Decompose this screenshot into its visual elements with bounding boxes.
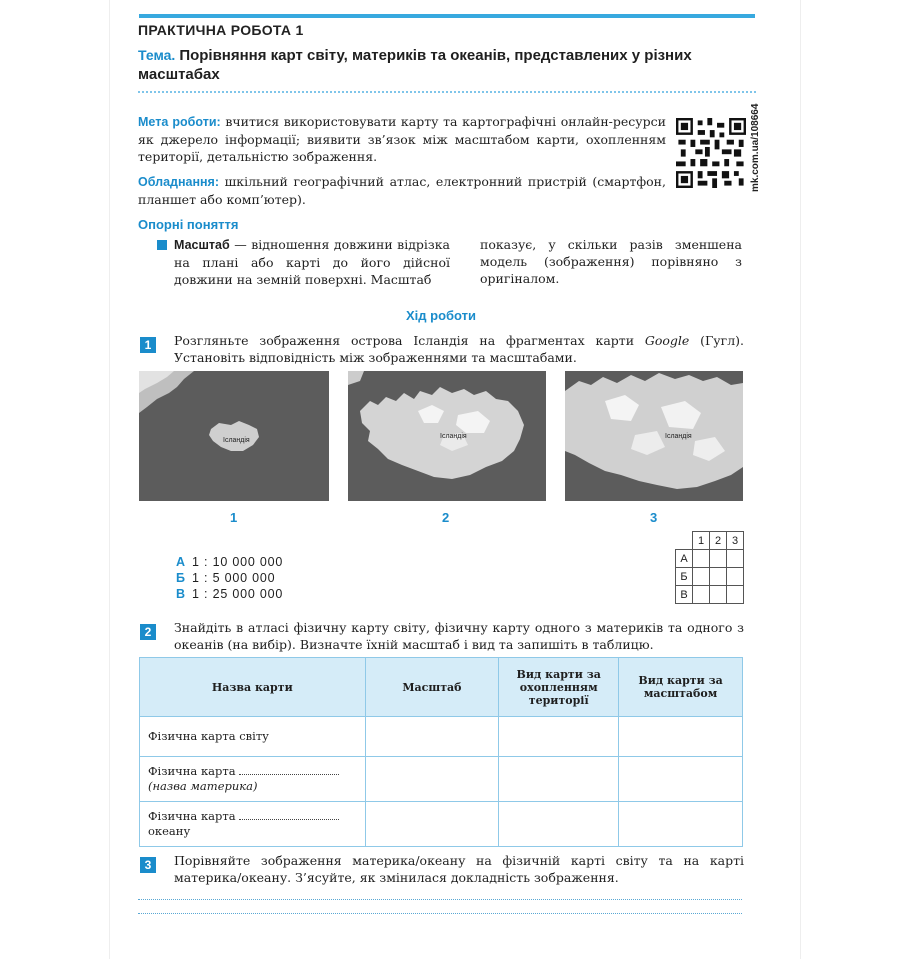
bullet-square-icon [157,240,167,250]
task2-text: Знайдіть в атласі фізичну карту світу, фізичну карту одного з материків та одного з океанів (на вибір). Визначте їхній масштаб і вид та запишіть в таблицю. [174,620,744,652]
map1-number: 1 [230,510,238,525]
dotted-divider [138,91,756,93]
map-fragment-1 [139,371,329,501]
grid-row-header: А [676,550,693,568]
grid-cell[interactable] [727,568,744,586]
grid-cell[interactable] [710,550,727,568]
concept-term: Масштаб [174,238,230,252]
equipment-paragraph [138,173,666,208]
concept-definition-right: показує, у скільки разів зменшена модель (зображення) порівняно з оригіналом. [480,237,742,286]
workbook-page [110,0,800,959]
row-title: Фізична карта світу [148,729,269,743]
concept-definition-left [174,236,450,288]
concepts-heading: Опорні поняття [138,217,239,232]
answer-table [139,657,743,847]
grid-cell[interactable] [693,550,710,568]
goal-text: вчитися використовувати карту та картографічні онлайн-ресурси як джерело інформації; виявити зв’язок між масштабом карти, охопленням території, детальністю зображення. [138,114,666,164]
row-title: Фізична карта [148,764,236,778]
table-row-label [140,757,366,802]
fill-in-line[interactable] [239,764,339,775]
grid-col-header: 1 [693,532,710,550]
table-cell[interactable] [619,802,743,847]
map3-number: 3 [650,510,658,525]
grid-cell[interactable] [727,586,744,604]
answer-line[interactable] [138,899,742,900]
topic [138,46,728,84]
scale-letter: Б [176,571,186,585]
table-header: Вид карти за масштабом [619,658,743,717]
grid-corner [676,532,693,550]
table-header: Масштаб [365,658,499,717]
table-cell[interactable] [365,717,499,757]
work-title: ПРАКТИЧНА РОБОТА 1 [138,22,304,38]
table-cell[interactable] [619,757,743,802]
scale-option-c [176,587,283,601]
scale-value: 1 : 5 000 000 [192,571,276,585]
scale-value: 1 : 10 000 000 [192,555,284,569]
resource-url[interactable]: mk.com.ua/108664 [750,103,761,192]
task1-text-before: Розгляньте зображення острова Ісландія на фрагментах карти [174,333,645,348]
grid-cell[interactable] [727,550,744,568]
table-cell[interactable] [499,757,619,802]
table-cell[interactable] [365,757,499,802]
equipment-text: шкільний географічний атлас, електронний пристрій (смартфон, планшет або комп’ютер). [138,174,666,207]
grid-cell[interactable] [710,586,727,604]
topic-label: Тема. [138,47,176,63]
map2-number: 2 [442,510,450,525]
qr-code-icon[interactable] [676,118,746,188]
row-title: Фізична карта [148,809,236,823]
table-cell[interactable] [499,717,619,757]
task1-text [174,332,744,366]
top-accent-bar [139,14,755,18]
grid-col-header: 2 [710,532,727,550]
task1-text-italic: Google [644,333,690,348]
scale-value: 1 : 25 000 000 [192,587,284,601]
table-cell[interactable] [619,717,743,757]
map2-label: Ісландія [440,433,467,440]
goal-paragraph [138,113,666,165]
table-cell[interactable] [499,802,619,847]
table-cell[interactable] [365,802,499,847]
grid-col-header: 3 [727,532,744,550]
concept-text-left: — відношення довжини відрізка на плані або карті до його дійсної довжини на земній поверхні. Масштаб [174,237,450,287]
answer-line[interactable] [138,913,742,914]
task-number-badge: 2 [140,624,156,640]
grid-row-header: Б [676,568,693,586]
scale-option-a [176,555,283,569]
table-header: Вид карти за охопленням території [499,658,619,717]
answer-grid [675,531,744,604]
table-header: Назва карти [140,658,366,717]
row-subtitle: (назва материка) [148,779,258,793]
iceland-map-large-scale [565,371,743,501]
map3-label: Ісландія [665,433,692,440]
scale-letter: В [176,587,186,601]
grid-cell[interactable] [693,586,710,604]
fill-in-line[interactable] [239,809,339,820]
scale-letter: А [176,555,186,569]
topic-text: Порівняння карт світу, материків та океанів, представлених у різних масштабах [138,47,692,83]
goal-label: Мета роботи: [138,115,221,129]
table-row-label [140,717,366,757]
map-fragment-2 [348,371,546,501]
scale-option-b [176,571,275,585]
task-number-badge: 1 [140,337,156,353]
grid-cell[interactable] [710,568,727,586]
task1-text-after: (Гугл). Установіть відповідність між зображеннями та масштабами. [174,333,744,365]
progress-heading: Хід роботи [406,308,477,323]
equipment-label: Обладнання: [138,175,220,189]
iceland-map-small-scale [139,371,329,501]
grid-row-header: В [676,586,693,604]
task3-text: Порівняйте зображення материка/океану на фізичній карті світу та на карті материка/океану. З’ясуйте, як змінилася докладність зображення. [174,853,744,885]
task-number-badge: 3 [140,857,156,873]
map1-label: Ісландія [223,437,250,444]
row-subtitle: океану [148,824,191,838]
map-fragment-3 [565,371,743,501]
grid-cell[interactable] [693,568,710,586]
table-row-label [140,802,366,847]
